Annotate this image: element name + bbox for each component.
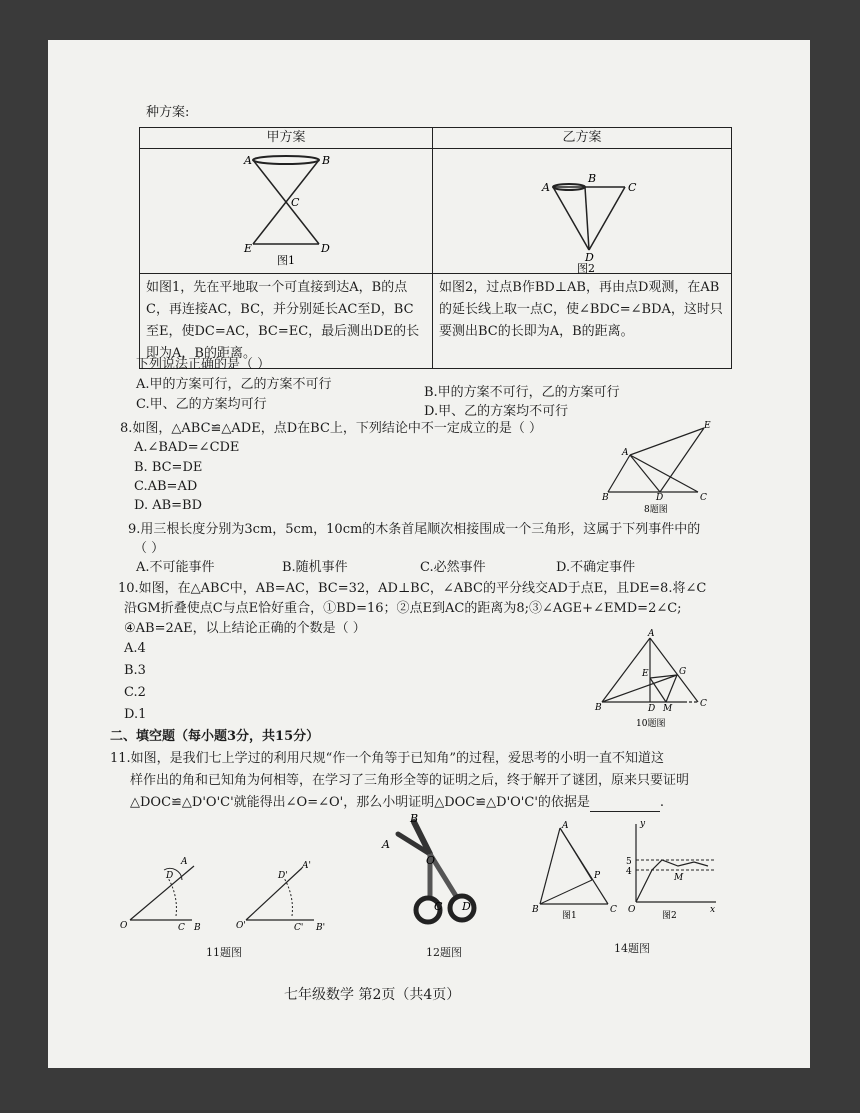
fig14-2-label: 图2 — [662, 911, 677, 921]
plan-b-description: 如图2，过点B作BD⊥AB，再由点D观测，在AB的延长线上取一点C，使∠BDC=∠BDA，这时只要测出BC的长即为A，B的距离。 — [433, 274, 732, 369]
q10-figure — [592, 630, 712, 730]
svg-text:B: B — [595, 703, 602, 713]
q11-line-3-text: △DOC≌△D'O'C'就能得出∠O=∠O'，那么小明证明△DOC≌△D'O'C'的依据是 — [130, 795, 590, 810]
plan-b-header: 乙方案 — [433, 128, 732, 149]
svg-text:B: B — [532, 905, 539, 915]
svg-text:E: E — [642, 669, 649, 679]
q9-option-a: A.不可能事件 — [136, 560, 215, 575]
svg-text:C: C — [610, 905, 617, 915]
q9-paren: （ ） — [134, 541, 165, 556]
section-2-heading: 二、填空题（每小题3分，共15分） — [110, 729, 320, 744]
svg-text:B: B — [194, 923, 201, 933]
q8-option-a: A.∠BAD=∠CDE — [134, 440, 240, 455]
svg-text:C: C — [178, 923, 185, 933]
plan-a-description: 如图1，先在平地取一个可直接到达A，B的点C，再连接AC，BC，并分别延长AC至D，BC至E，使DC=AC，BC=EC，最后测出DE的长即为A，B的距离。 — [140, 274, 433, 369]
svg-text:E: E — [244, 242, 253, 255]
svg-text:O: O — [628, 905, 636, 915]
fig14-triangle — [532, 820, 622, 920]
svg-text:O': O' — [236, 921, 246, 931]
svg-text:B: B — [410, 812, 419, 825]
svg-text:M: M — [663, 704, 673, 714]
svg-text:y: y — [640, 819, 646, 829]
svg-text:C': C' — [294, 923, 304, 933]
fig2-label: 图2 — [577, 262, 595, 275]
fig14-1-label: 图1 — [562, 911, 577, 921]
svg-text:B': B' — [316, 923, 326, 933]
figure-2 — [434, 150, 730, 275]
fig12-caption: 12题图 — [426, 946, 462, 959]
page-footer: 七年级数学 第2页（共4页） — [284, 987, 461, 1003]
svg-text:A': A' — [302, 861, 311, 871]
plan-a-figure-cell — [140, 149, 433, 274]
q10-option-a: A.4 — [124, 641, 146, 656]
q8-option-c: C.AB=AD — [134, 479, 198, 494]
svg-text:B: B — [322, 154, 331, 167]
svg-text:D: D — [585, 251, 594, 264]
fig14-caption: 14题图 — [614, 942, 650, 955]
svg-text:D: D — [462, 900, 471, 913]
q7-option-b: B.甲的方案不可行，乙的方案可行 — [424, 385, 620, 400]
q10-line-1: 10.如图，在△ABC中，AB=AC，BC=32，AD⊥BC，∠ABC的平分线交AD于点E，且DE=8.将∠C — [118, 581, 707, 596]
q7-option-d: D.甲、乙的方案均不可行 — [424, 404, 569, 419]
svg-text:A: A — [244, 154, 252, 167]
q11-end: . — [659, 795, 665, 810]
figure-1 — [141, 150, 431, 268]
q8-figure — [600, 420, 720, 515]
svg-text:A: A — [382, 838, 390, 851]
svg-text:O: O — [426, 854, 436, 867]
svg-text:A: A — [622, 448, 629, 458]
svg-text:D: D — [166, 871, 174, 881]
svg-text:G: G — [679, 667, 687, 677]
svg-text:D: D — [321, 242, 330, 255]
svg-text:A: A — [542, 181, 550, 194]
q10-option-b: B.3 — [124, 663, 146, 678]
svg-text:A: A — [648, 629, 655, 639]
q8-stem: 8.如图，△ABC≌△ADE，点D在BC上，下列结论中不一定成立的是（ ） — [120, 421, 543, 436]
q11-line-2: 样作出的角和已知角为何相等，在学习了三角形全等的证明之后，终于解开了谜团，原来只要证明 — [130, 773, 690, 788]
svg-text:P: P — [594, 871, 601, 881]
svg-text:C: C — [700, 493, 707, 503]
q10-line-2: 沿GM折叠使点C与点E恰好重合，①BD=16；②点E到AC的距离为8;③∠AGE+∠EMD=2∠C; — [124, 601, 682, 616]
q10-line-3: ④AB=2AE，以上结论正确的个数是（ ） — [124, 621, 366, 636]
q7-stem: 下列说法正确的是（ ） — [136, 357, 271, 372]
intro-text: 种方案: — [146, 105, 190, 120]
q10-caption: 10题图 — [636, 719, 666, 729]
svg-text:D: D — [656, 493, 664, 503]
q8-option-d: D. AB=BD — [134, 498, 203, 513]
svg-text:O: O — [120, 921, 128, 931]
q11-line-1: 11.如图，是我们七上学过的利用尺规“作一个角等于已知角”的过程，爱思考的小明一直不知道这 — [110, 751, 664, 766]
q10-option-c: C.2 — [124, 685, 146, 700]
svg-text:5: 5 — [626, 857, 632, 867]
plan-b-figure-cell — [433, 149, 732, 274]
svg-text:C: C — [628, 181, 637, 194]
svg-text:D: D — [648, 704, 656, 714]
q8-option-b: B. BC=DE — [134, 460, 203, 475]
svg-text:E: E — [704, 421, 711, 431]
fig14-graph — [622, 818, 722, 922]
plan-a-header: 甲方案 — [140, 128, 433, 149]
svg-text:4: 4 — [626, 867, 632, 877]
svg-text:A: A — [181, 857, 188, 867]
q9-option-c: C.必然事件 — [420, 560, 486, 575]
fig11-right — [234, 858, 344, 933]
q11-line-3 — [130, 794, 664, 812]
svg-text:M: M — [674, 873, 684, 883]
fig11-left — [118, 857, 228, 933]
svg-text:C: C — [700, 699, 707, 709]
fig12-scissors — [378, 814, 498, 939]
svg-text:x: x — [710, 905, 716, 915]
q9-stem: 9.用三根长度分别为3cm，5cm，10cm的木条首尾顺次相接围成一个三角形，这属于下列事件中的 — [128, 522, 701, 537]
svg-text:D': D' — [278, 871, 288, 881]
q7-option-a: A.甲的方案可行，乙的方案不可行 — [136, 377, 332, 392]
q9-option-b: B.随机事件 — [282, 560, 348, 575]
q7-option-c: C.甲、乙的方案均可行 — [136, 397, 267, 412]
plan-table — [139, 127, 732, 369]
q8-caption: 8题图 — [644, 505, 668, 515]
q11-answer-blank[interactable] — [590, 797, 660, 812]
svg-text:C: C — [291, 196, 300, 209]
svg-text:A: A — [562, 821, 569, 831]
svg-text:B: B — [588, 172, 597, 185]
svg-text:B: B — [602, 493, 609, 503]
q9-option-d: D.不确定事件 — [556, 560, 636, 575]
fig1-label: 图1 — [277, 254, 295, 267]
svg-text:C: C — [434, 900, 443, 913]
fig11-caption: 11题图 — [206, 946, 242, 959]
q10-option-d: D.1 — [124, 707, 147, 722]
